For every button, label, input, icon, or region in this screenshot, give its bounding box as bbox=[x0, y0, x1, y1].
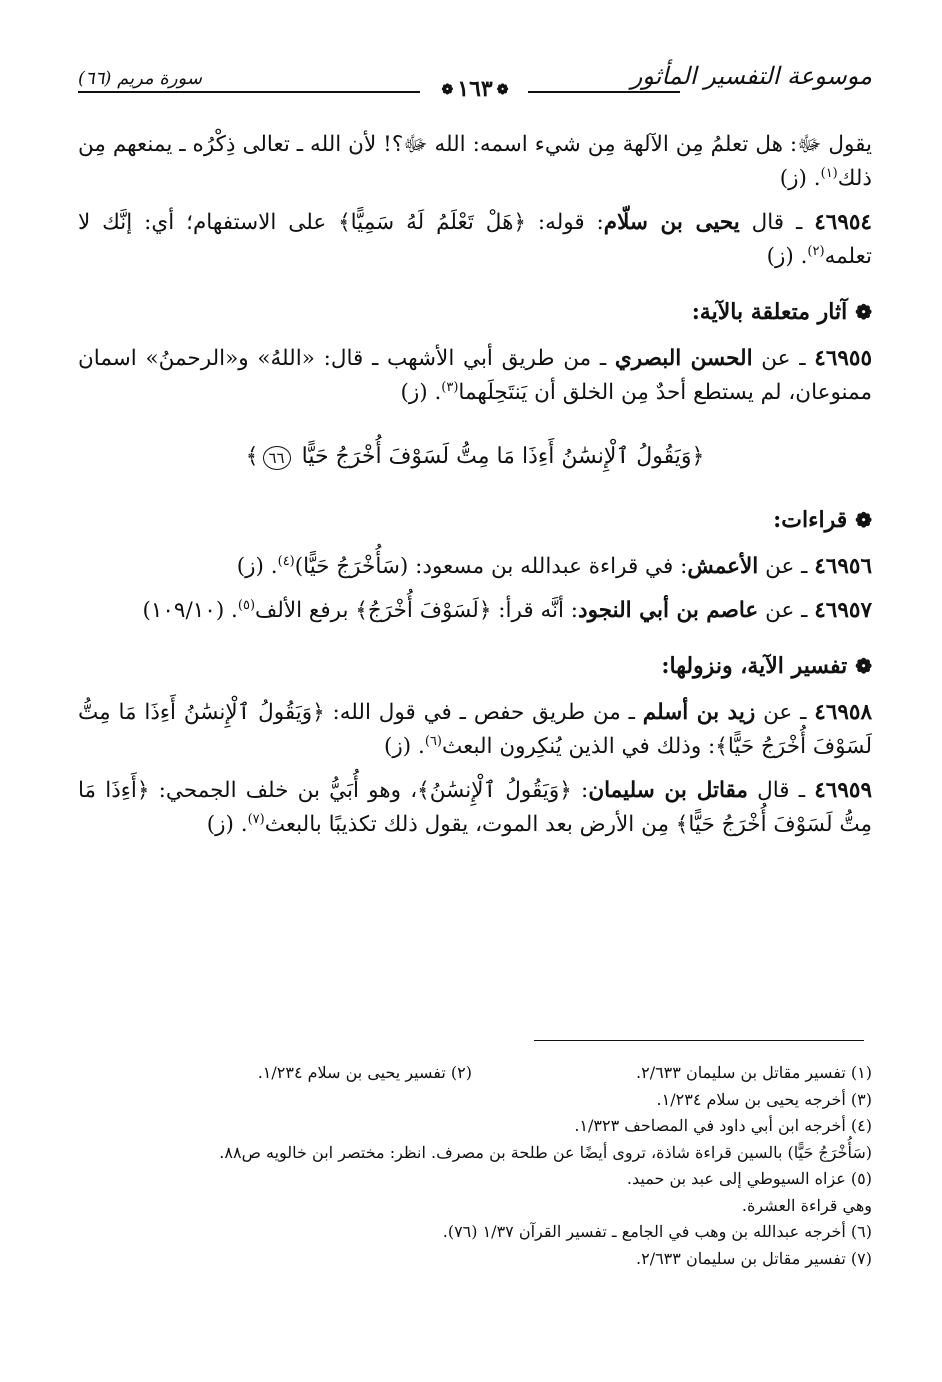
footnote-7: (٧) تفسير مقاتل بن سليمان ٢/٦٣٣. bbox=[636, 1248, 872, 1268]
narration-number: ٤٦٩٥٥ bbox=[814, 346, 873, 371]
footnote-ref[interactable]: (٦) bbox=[424, 733, 442, 749]
ornament-icon: ❁ bbox=[441, 82, 454, 98]
section-heading-text: قراءات: bbox=[773, 507, 848, 533]
narration-number: ٤٦٩٥٨ bbox=[814, 700, 873, 725]
footnote-ref[interactable]: (٥) bbox=[237, 597, 256, 613]
footnote-row bbox=[78, 1060, 872, 1087]
narration-number: ٤٦٩٥٤ bbox=[814, 210, 872, 235]
main-content bbox=[78, 128, 872, 852]
narration-sep: ـ عن bbox=[752, 346, 815, 371]
footnote-ref[interactable]: (٣) bbox=[441, 379, 459, 395]
section-heading-text: آثار متعلقة بالآية: bbox=[691, 299, 848, 325]
narration-46954 bbox=[78, 206, 872, 274]
footnote-ref[interactable]: (١) bbox=[820, 165, 838, 181]
narration-sep: ـ عن bbox=[758, 554, 815, 579]
narration-sep: ـ قال bbox=[739, 210, 815, 235]
page-number: ١٦٣ bbox=[457, 76, 493, 102]
footnote-4-note: (سَأُخْرَجُ حَيًّا) بالسين قراءة شاذة، تروى أيضًا عن طلحة بن مصرف. انظر: مختصر ابن خالويه ص٨٨. bbox=[219, 1142, 872, 1162]
header-rule-left bbox=[78, 91, 420, 93]
narrator-name: زيد بن أسلم bbox=[642, 700, 756, 725]
narration-text: : في قراءة عبدالله بن مسعود: (سَأُخْرَجُ حَيًّا) bbox=[294, 554, 688, 579]
paragraph-tail: . (ز) bbox=[779, 166, 821, 191]
section-heading bbox=[78, 504, 872, 536]
paragraph-text: يقول ﷻ: هل تعلمُ مِن الآلهة مِن شيء اسمه: الله ﷻ؟! لأن الله ـ تعالى ذِكْرُه ـ يمنعهم مِن ذلك bbox=[78, 132, 872, 191]
paragraph bbox=[78, 128, 872, 196]
narration-sep: ـ عن bbox=[758, 598, 815, 623]
narrator-name: عاصم بن أبي النجود bbox=[578, 598, 759, 623]
page-number-block bbox=[420, 76, 530, 102]
footnote-3: (٣) أخرجه يحيى بن سلام ١/٢٣٤. bbox=[656, 1089, 872, 1109]
section-heading-text: تفسير الآية، ونزولها: bbox=[661, 653, 848, 679]
narration-number: ٤٦٩٥٧ bbox=[814, 598, 872, 623]
footnote-5-note: وهي قراءة العشرة. bbox=[741, 1195, 872, 1215]
narration-46957 bbox=[78, 594, 872, 628]
footnotes bbox=[78, 1060, 872, 1272]
flower-icon: ❁ bbox=[855, 508, 872, 532]
narrator-name: الأعمش bbox=[687, 554, 759, 579]
narration-text: : قوله: ﴿هَلْ تَعْلَمُ لَهُ سَمِيًّا﴾ على الاستفهام؛ أي: إنَّك لا تعلمه bbox=[78, 210, 872, 269]
footnote-ref[interactable]: (٤) bbox=[277, 553, 295, 569]
page-header bbox=[78, 58, 872, 108]
narration-text: : أنَّه قرأ: ﴿لَسَوْفَ أُخْرَجُ﴾ برفع الألف bbox=[255, 598, 579, 623]
narration-46959 bbox=[78, 774, 872, 842]
flower-icon: ❁ bbox=[855, 654, 872, 678]
verse-close: ﴾ bbox=[245, 444, 259, 469]
narration-tail: . (ز) bbox=[236, 554, 278, 579]
narrator-name: مقاتل بن سليمان bbox=[588, 778, 748, 803]
flower-icon: ❁ bbox=[855, 300, 872, 324]
surah-label: سورة مريم (٦٦) bbox=[78, 68, 202, 89]
narration-text: : ﴿وَيَقُولُ ٱلْإِنسَٰنُ﴾، وهو أُبَيُّ بن خلف الجمحي: ﴿أَءِذَا مَا مِتُّ لَسَوْفَ أُخْرَجُ حَيًّا﴾ مِن الأرض بعد الموت، يقول ذلك تكذيبًا بالبعث bbox=[78, 778, 872, 837]
footnote-6: (٦) أخرجه عبدالله بن وهب في الجامع ـ تفسير القرآن ١/٣٧ (٧٦). bbox=[442, 1222, 872, 1241]
narration-sep: ـ قال bbox=[747, 778, 815, 803]
narration-tail: . (ز) bbox=[400, 380, 442, 405]
header-rule-right bbox=[528, 91, 680, 93]
narration-tail: . (ز) bbox=[766, 244, 808, 269]
narration-46955 bbox=[78, 342, 872, 410]
book-title: موسوعة التفسير المأثور bbox=[630, 62, 872, 90]
footnote-ref[interactable]: (٧) bbox=[247, 811, 265, 827]
verse-text: ﴿وَيَقُولُ ٱلْإِنسَٰنُ أَءِذَا مَا مِتُّ لَسَوْفَ أُخْرَجُ حَيًّا bbox=[301, 444, 705, 469]
narration-text: ـ من طريق حفص ـ في قول الله: ﴿وَيَقُولُ ٱلْإِنسَٰنُ أَءِذَا مَا مِتُّ لَسَوْفَ أُخْرَجُ حَيًّا﴾: وذلك في الذين يُنكِرون البعث bbox=[78, 700, 872, 759]
footnote-ref[interactable]: (٢) bbox=[807, 243, 825, 259]
footnote-5: (٥) عزاه السيوطي إلى عبد بن حميد. bbox=[626, 1169, 872, 1188]
narration-46956 bbox=[78, 550, 872, 584]
narration-tail: . (١٠٩/١٠) bbox=[142, 598, 238, 623]
narration-text: ـ من طريق أبي الأشهب ـ قال: «اللهُ» و«الرحمنُ» اسمان ممنوعان، لم يستطع أحدٌ مِن الخلق أن يَنتَحِلَهما bbox=[78, 346, 872, 405]
quran-verse bbox=[78, 440, 872, 474]
verse-number-mark: ٦٦ bbox=[263, 446, 291, 470]
footnote-4: (٤) أخرجه ابن أبي داود في المصاحف ١/٣٢٣. bbox=[574, 1116, 872, 1135]
footnote-1: (١) تفسير مقاتل بن سليمان ٢/٦٣٣. bbox=[636, 1063, 872, 1082]
narrator-name: يحيى بن سلّام bbox=[603, 210, 740, 235]
narration-46958 bbox=[78, 696, 872, 764]
narration-tail: . (ز) bbox=[384, 734, 425, 759]
narration-tail: . (ز) bbox=[206, 812, 248, 837]
section-heading bbox=[78, 296, 872, 328]
narration-sep: ـ عن bbox=[755, 700, 815, 725]
ornament-icon: ❁ bbox=[496, 82, 509, 98]
section-heading bbox=[78, 650, 872, 682]
narrator-name: الحسن البصري bbox=[614, 346, 753, 371]
narration-number: ٤٦٩٥٦ bbox=[814, 554, 872, 579]
narration-number: ٤٦٩٥٩ bbox=[814, 778, 872, 803]
footnote-divider bbox=[534, 1040, 864, 1041]
footnote-2: (٢) تفسير يحيى بن سلام ١/٢٣٤. bbox=[257, 1063, 472, 1082]
